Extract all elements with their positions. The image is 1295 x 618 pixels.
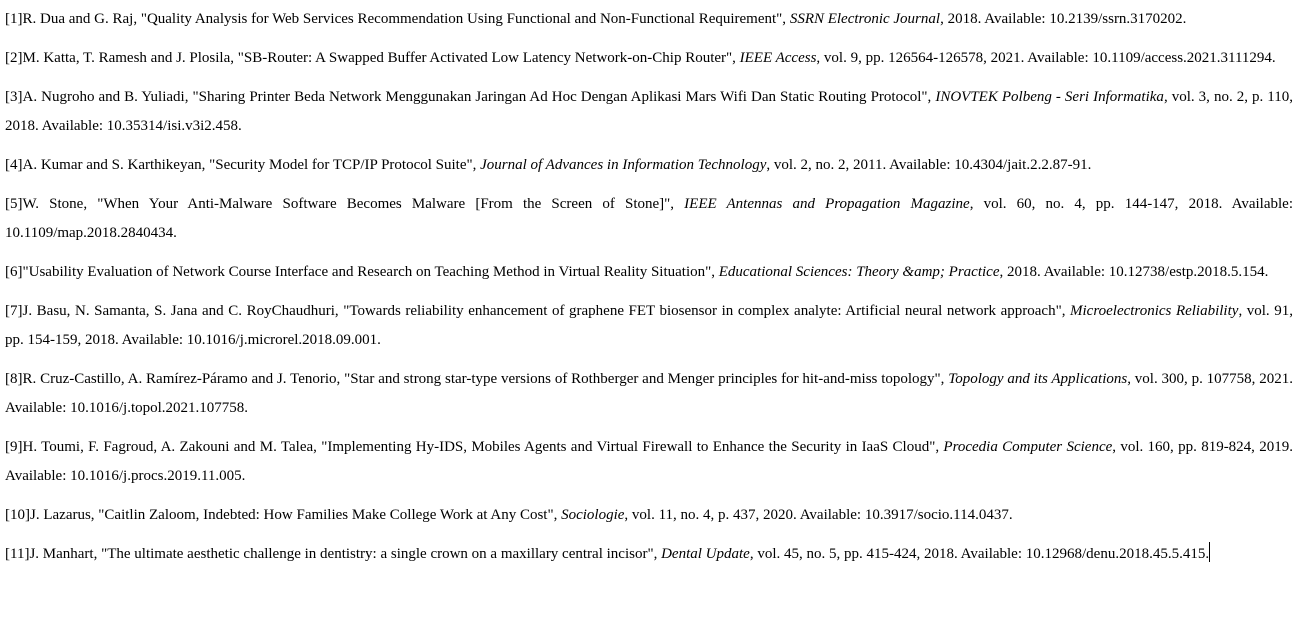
reference-number: [9]: [5, 439, 23, 455]
reference-text: "Usability Evaluation of Network Course Interface and Research on Teaching Method in Virtual Reality Situation",: [22, 264, 719, 280]
text-cursor: [1209, 542, 1210, 562]
reference-number: [1]: [5, 11, 23, 27]
reference-venue: Microelectronics Reliability: [1070, 303, 1239, 319]
reference-venue: IEEE Access: [739, 50, 817, 66]
reference-list: [5, 5, 1293, 569]
reference-venue: Journal of Advances in Information Technology: [480, 157, 767, 173]
reference-details: , vol. 2, no. 2, 2011. Available: 10.4304/jait.2.2.87-91.: [766, 157, 1092, 173]
reference-details: , vol. 60, no. 4, pp. 144-147, 2018. Available: 10.1109/map.2018.2840434.: [5, 196, 1293, 241]
reference-text: A. Kumar and S. Karthikeyan, "Security Model for TCP/IP Protocol Suite",: [22, 157, 481, 173]
reference-text: J. Basu, N. Samanta, S. Jana and C. RoyChaudhuri, "Towards reliability enhancement of graphene FET biosensor in complex analyte: Artificial neural network approach",: [22, 303, 1071, 319]
reference-venue: Educational Sciences: Theory &amp; Practice: [718, 264, 1000, 280]
reference-text: W. Stone, "When Your Anti-Malware Software Becomes Malware [From the Screen of Stone]",: [22, 196, 685, 212]
reference-text: J. Lazarus, "Caitlin Zaloom, Indebted: How Families Make College Work at Any Cost",: [30, 507, 562, 523]
reference-text: H. Toumi, F. Fagroud, A. Zakouni and M. Talea, "Implementing Hy-IDS, Mobiles Agents and Virtual Firewall to Enhance the Security in IaaS Cloud",: [22, 439, 944, 455]
reference-venue: Topology and its Applications: [948, 371, 1128, 387]
reference-text: A. Nugroho and B. Yuliadi, "Sharing Printer Beda Network Menggunakan Jaringan Ad Hoc Dengan Aplikasi Mars Wifi Dan Static Routing Protocol",: [22, 89, 936, 105]
reference-item[interactable]: [5, 5, 1293, 34]
reference-venue: IEEE Antennas and Propagation Magazine: [684, 196, 970, 212]
reference-number: [4]: [5, 157, 23, 173]
reference-details: , vol. 45, no. 5, pp. 415-424, 2018. Available: 10.12968/denu.2018.45.5.415.: [749, 546, 1210, 562]
reference-number: [7]: [5, 303, 23, 319]
reference-details: , vol. 3, no. 2, p. 110, 2018. Available: 10.35314/isi.v3i2.458.: [5, 89, 1293, 134]
reference-details: , vol. 91, pp. 154-159, 2018. Available: 10.1016/j.microrel.2018.09.001.: [5, 303, 1294, 348]
reference-number: [11]: [5, 546, 30, 562]
reference-item[interactable]: [5, 190, 1293, 248]
reference-number: [8]: [5, 371, 23, 387]
reference-item[interactable]: [5, 433, 1293, 491]
reference-item[interactable]: [5, 258, 1293, 287]
reference-venue: Sociologie: [561, 507, 625, 523]
reference-text: R. Dua and G. Raj, "Quality Analysis for Web Services Recommendation Using Functional and Non-Functional Requirement",: [22, 11, 790, 27]
reference-venue: Procedia Computer Science: [943, 439, 1113, 455]
reference-item[interactable]: [5, 365, 1293, 423]
reference-text: M. Katta, T. Ramesh and J. Plosila, "SB-Router: A Swapped Buffer Activated Low Latency Network-on-Chip Router",: [22, 50, 740, 66]
reference-number: [2]: [5, 50, 23, 66]
reference-text: R. Cruz-Castillo, A. Ramírez-Páramo and J. Tenorio, "Star and strong star-type versions of Rothberger and Menger principles for hit-and-miss topology",: [22, 371, 949, 387]
reference-item[interactable]: [5, 44, 1293, 73]
reference-details: , vol. 160, pp. 819-824, 2019. Available: 10.1016/j.procs.2019.11.005.: [5, 439, 1293, 484]
reference-details: , vol. 9, pp. 126564-126578, 2021. Available: 10.1109/access.2021.3111294.: [816, 50, 1276, 66]
reference-number: [3]: [5, 89, 23, 105]
reference-venue: Dental Update: [661, 546, 750, 562]
reference-item[interactable]: [5, 83, 1293, 141]
reference-details: , 2018. Available: 10.2139/ssrn.3170202.: [940, 11, 1187, 27]
reference-item[interactable]: [5, 297, 1293, 355]
reference-number: [10]: [5, 507, 30, 523]
reference-number: [6]: [5, 264, 23, 280]
reference-details: , vol. 300, p. 107758, 2021. Available: 10.1016/j.topol.2021.107758.: [5, 371, 1293, 416]
reference-details: , 2018. Available: 10.12738/estp.2018.5.154.: [999, 264, 1269, 280]
reference-item[interactable]: [5, 540, 1293, 569]
reference-item[interactable]: [5, 501, 1293, 530]
reference-venue: SSRN Electronic Journal: [789, 11, 941, 27]
reference-details: , vol. 11, no. 4, p. 437, 2020. Available: 10.3917/socio.114.0437.: [624, 507, 1013, 523]
reference-item[interactable]: [5, 151, 1293, 180]
reference-venue: INOVTEK Polbeng - Seri Informatika: [935, 89, 1164, 105]
reference-text: J. Manhart, "The ultimate aesthetic challenge in dentistry: a single crown on a maxillary central incisor",: [29, 546, 662, 562]
reference-number: [5]: [5, 196, 23, 212]
